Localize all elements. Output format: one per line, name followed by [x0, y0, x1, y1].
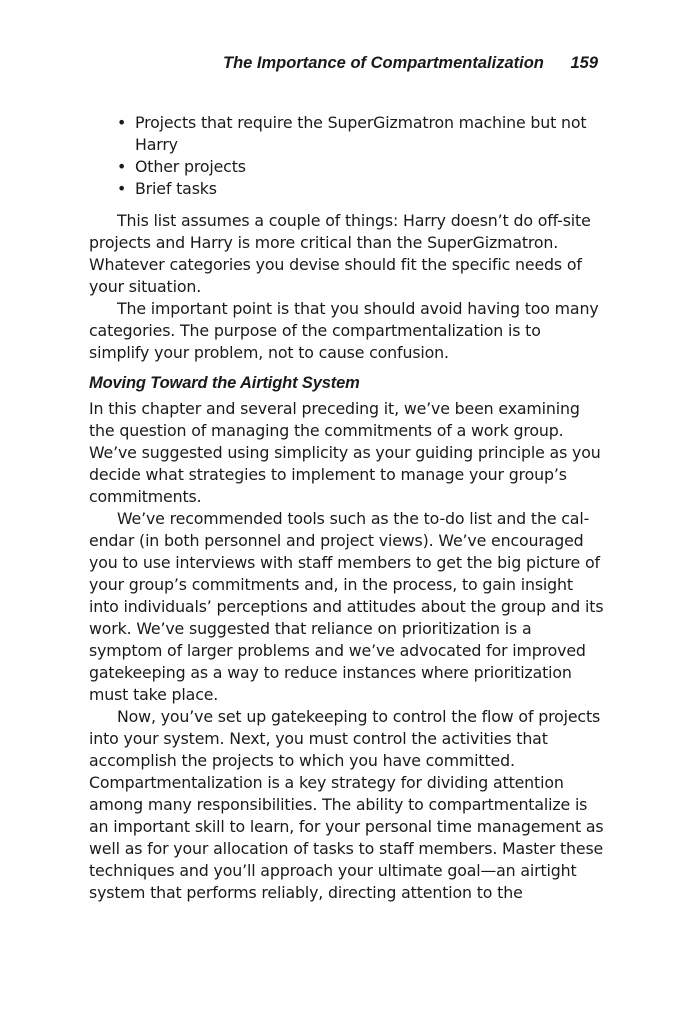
bullet-icon: •: [117, 179, 127, 198]
bullet-item: [117, 178, 605, 200]
chapter-title: The Importance of Compartmentalization: [223, 54, 544, 72]
bullet-icon: •: [117, 113, 127, 132]
bullet-text: Brief tasks: [135, 179, 217, 198]
bullet-text: Other projects: [135, 157, 246, 176]
bullet-text: Projects that require the SuperGizmatron machine but not Harry: [135, 113, 587, 154]
paragraph: Now, you’ve set up gatekeeping to control the flow of projects into your system. Next, you must control the activities that accomplish the projects to which you have committed. Compartmentalization is a key strategy for dividing attention among many responsibilities. The ability to compartmentalize is an important skill to learn, for your personal time management as well as for your allocation of tasks to staff members. Master these techniques and you’ll approach your ultimate goal—an airtight system that performs reliably, directing attention to the: [89, 707, 604, 902]
bullet-list: [89, 112, 605, 200]
body-text: [89, 112, 605, 904]
paragraph: This list assumes a couple of things: Harry doesn’t do off-site projects and Harry is more critical than the SuperGizmatron. Whatever categories you devise should fit the specific needs of your situation.: [89, 211, 591, 296]
running-head: [223, 54, 598, 73]
bullet-item: [117, 156, 605, 178]
paragraph: We’ve recommended tools such as the to-do list and the calendar (in both personnel and project views). We’ve encouraged you to use interviews with staff members to get the big picture of your group’s commitments and, in the process, to gain insight into individuals’ perceptions and attitudes about the group and its work. We’ve suggested that reliance on prioritization is a symptom of larger problems and we’ve advocated for improved gatekeeping as a way to reduce instances where prioritization must take place.: [89, 509, 604, 704]
bullet-icon: •: [117, 157, 127, 176]
paragraph: The important point is that you should avoid having too many categories. The purpose of the compartmentalization is to simplify your problem, not to cause confusion.: [89, 299, 599, 362]
paragraph: In this chapter and several preceding it, we’ve been examining the question of managing the commitments of a work group. We’ve suggested using simplicity as your guiding principle as you decide what strategies to implement to manage your group’s commitments.: [89, 399, 601, 506]
bullet-item: [117, 112, 605, 156]
page-number: 159: [570, 54, 598, 72]
section-heading: Moving Toward the Airtight System: [89, 374, 360, 392]
